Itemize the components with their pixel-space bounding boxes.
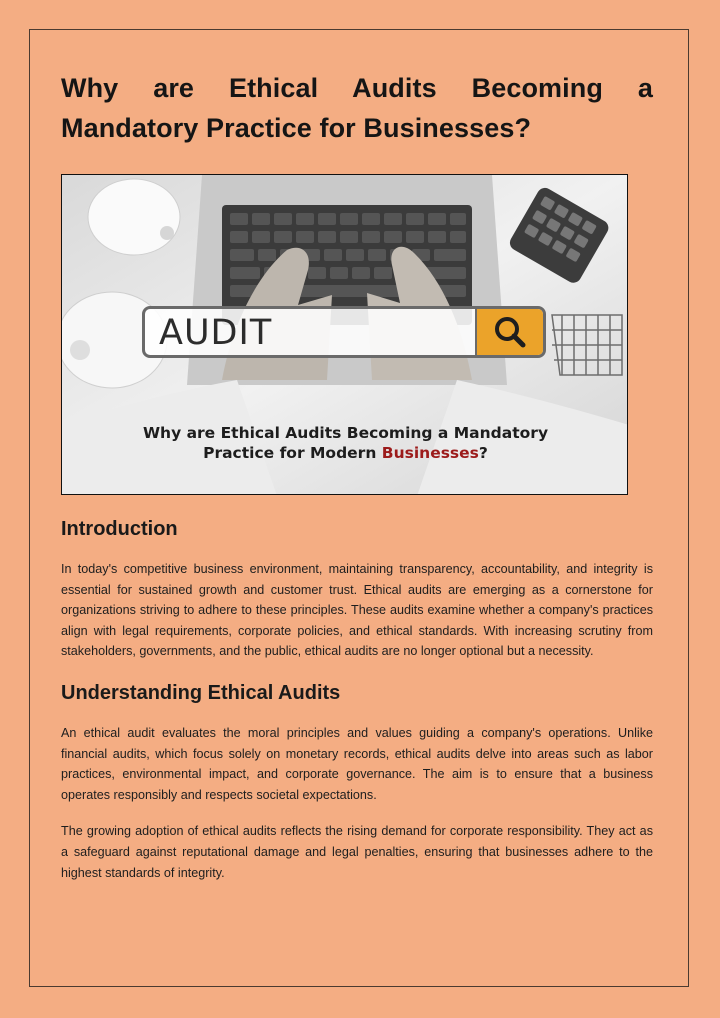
caption-line-2-end: ?: [478, 444, 488, 462]
document-title: Why are Ethical Audits Becoming a Mandatory Practice for Businesses?: [61, 73, 653, 143]
section-heading-introduction: Introduction: [61, 518, 178, 540]
understanding-paragraph-2: The growing adoption of ethical audits reflects the rising demand for corporate responsibility. They act as a safeguard against reputational damage and legal penalties, ensuring that businesses adhere to the highest standards of integrity.: [61, 824, 653, 880]
caption-line-2: [62, 443, 628, 463]
audit-search-bar: [142, 306, 546, 358]
search-icon: [477, 309, 543, 355]
search-button: [475, 309, 543, 355]
understanding-paragraph-1: An ethical audit evaluates the moral principles and values guiding a company's operations. Unlike financial audits, which focus solely on monetary records, ethical audits delve into areas such as labor practices, environmental impact, and corporate governance. The aim is to ensure that a business operates responsibly and respects societal expectations.: [61, 725, 653, 802]
piggy-bank-top: [88, 179, 180, 255]
hero-caption: [62, 423, 628, 463]
caption-line-2-start: Practice for Modern: [203, 444, 382, 462]
document-content: [61, 68, 653, 883]
hero-image: [61, 174, 628, 495]
search-bar-text: AUDIT: [159, 313, 273, 353]
caption-accent-word: Businesses: [381, 444, 479, 462]
section-heading-understanding: Understanding Ethical Audits: [61, 681, 341, 704]
introduction-paragraph: In today's competitive business environment, maintaining transparency, accountability, and integrity is essential for sustained growth and customer trust. Ethical audits are emerging as a cornerstone for organizations striving to adhere to these principles. These audits examine whether a company's practices align with legal requirements, corporate policies, and ethical standards. With increasing scrutiny from stakeholders, governments, and the public, ethical audits are no longer optional but a necessity.: [61, 562, 653, 659]
caption-line-1: Why are Ethical Audits Becoming a Mandatory: [142, 424, 549, 442]
